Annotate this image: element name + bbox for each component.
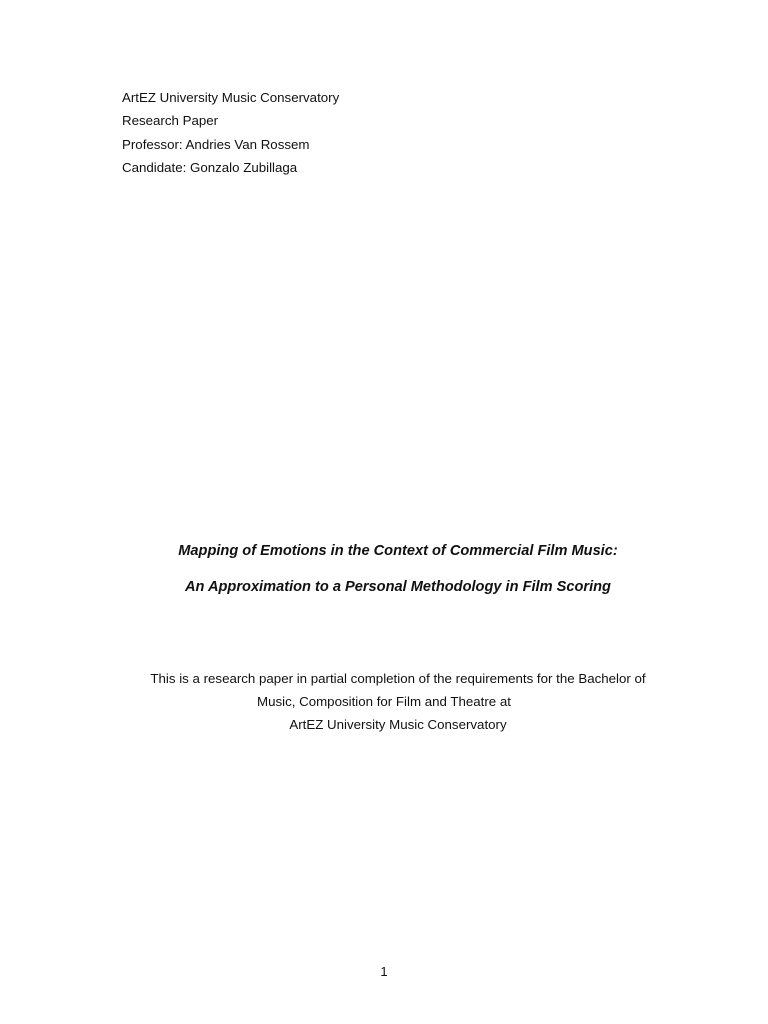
professor-line: Professor: Andries Van Rossem bbox=[122, 136, 310, 152]
paper-subtitle: An Approximation to a Personal Methodology in Film Scoring bbox=[185, 579, 611, 595]
paper-title: Mapping of Emotions in the Context of Commercial Film Music: bbox=[178, 543, 618, 559]
candidate-line: Candidate: Gonzalo Zubillaga bbox=[122, 159, 298, 175]
document-type-line: Research Paper bbox=[122, 113, 219, 129]
statement-line-2: Music, Composition for Film and Theatre at bbox=[257, 694, 511, 709]
statement-line-3: ArtEZ University Music Conservatory bbox=[289, 717, 507, 732]
cover-header bbox=[122, 86, 622, 179]
page-number: 1 bbox=[380, 964, 388, 979]
statement-line-1: This is a research paper in partial completion of the requirements for the Bachelor of bbox=[150, 671, 646, 686]
institution-line: ArtEZ University Music Conservatory bbox=[122, 90, 340, 105]
